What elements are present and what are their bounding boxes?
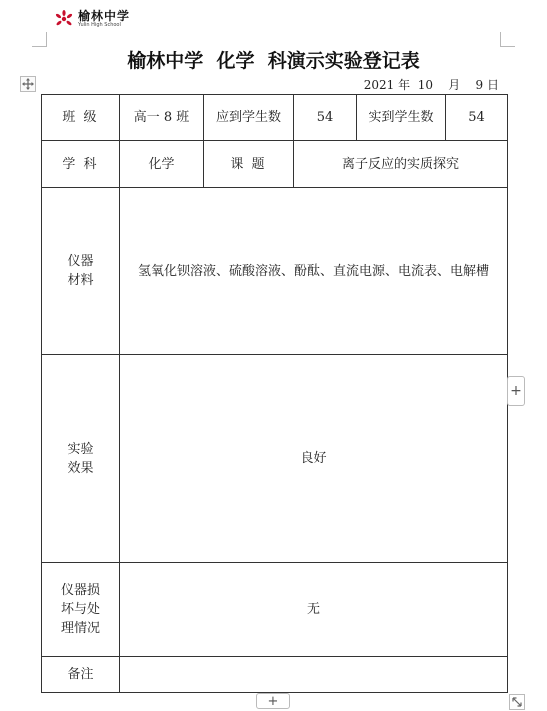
damage-label-line: 坏与处	[60, 602, 100, 617]
damage-label-line: 理情况	[60, 621, 100, 636]
plus-icon: +	[510, 383, 522, 399]
equipment-label	[42, 188, 120, 355]
logo-chinese-name: 榆林中学	[78, 9, 131, 23]
table-row	[42, 188, 508, 355]
effect-value[interactable]: 良好	[120, 355, 508, 563]
page-title: 榆林中学 化学 科演示实验登记表	[127, 50, 420, 72]
equipment-value[interactable]: 氢氧化钡溶液、硫酸溶液、酚酞、直流电源、电流表、电解槽	[120, 188, 508, 355]
effect-label	[42, 355, 120, 563]
expected-students-value[interactable]: 54	[294, 95, 357, 141]
table-row	[42, 141, 508, 188]
resize-diagonal-icon	[512, 697, 522, 707]
actual-students-label: 实到学生数	[357, 95, 446, 141]
expected-students-label: 应到学生数	[204, 95, 294, 141]
add-row-button[interactable]	[256, 693, 290, 709]
table-move-handle[interactable]	[20, 76, 36, 92]
damage-value[interactable]: 无	[120, 563, 508, 657]
school-emblem-icon	[54, 10, 74, 28]
move-arrows-icon	[22, 78, 34, 90]
damage-label	[42, 563, 120, 657]
subject-label: 学 科	[42, 141, 120, 188]
add-column-button[interactable]	[507, 376, 525, 406]
form-date: 2021 年 10 月 9 日	[363, 78, 499, 92]
equipment-label-line: 仪器	[67, 254, 94, 269]
table-row	[42, 563, 508, 657]
effect-label-line: 效果	[67, 460, 94, 476]
topic-label: 课 题	[204, 141, 294, 188]
remarks-value[interactable]	[120, 657, 508, 693]
effect-label-line: 实验	[67, 441, 94, 457]
topic-value[interactable]: 离子反应的实质探究	[294, 141, 508, 188]
damage-label-line: 仪器损	[60, 583, 100, 598]
class-value[interactable]: 高一 8 班	[120, 95, 204, 141]
table-row	[42, 657, 508, 693]
actual-students-value[interactable]: 54	[446, 95, 508, 141]
equipment-label-line: 材料	[67, 273, 94, 288]
page-margin-corner-top-left	[32, 32, 47, 47]
school-logo	[54, 10, 130, 28]
subject-value[interactable]: 化学	[120, 141, 204, 188]
remarks-label: 备注	[42, 657, 120, 693]
table-resize-handle[interactable]	[509, 694, 525, 710]
page-margin-corner-top-right	[500, 32, 515, 47]
table-row	[42, 95, 508, 141]
logo-english-name: Yulin High School	[78, 22, 121, 28]
class-label: 班 级	[42, 95, 120, 141]
experiment-register-table	[41, 94, 508, 693]
plus-icon: +	[267, 693, 279, 709]
table-row	[42, 355, 508, 563]
